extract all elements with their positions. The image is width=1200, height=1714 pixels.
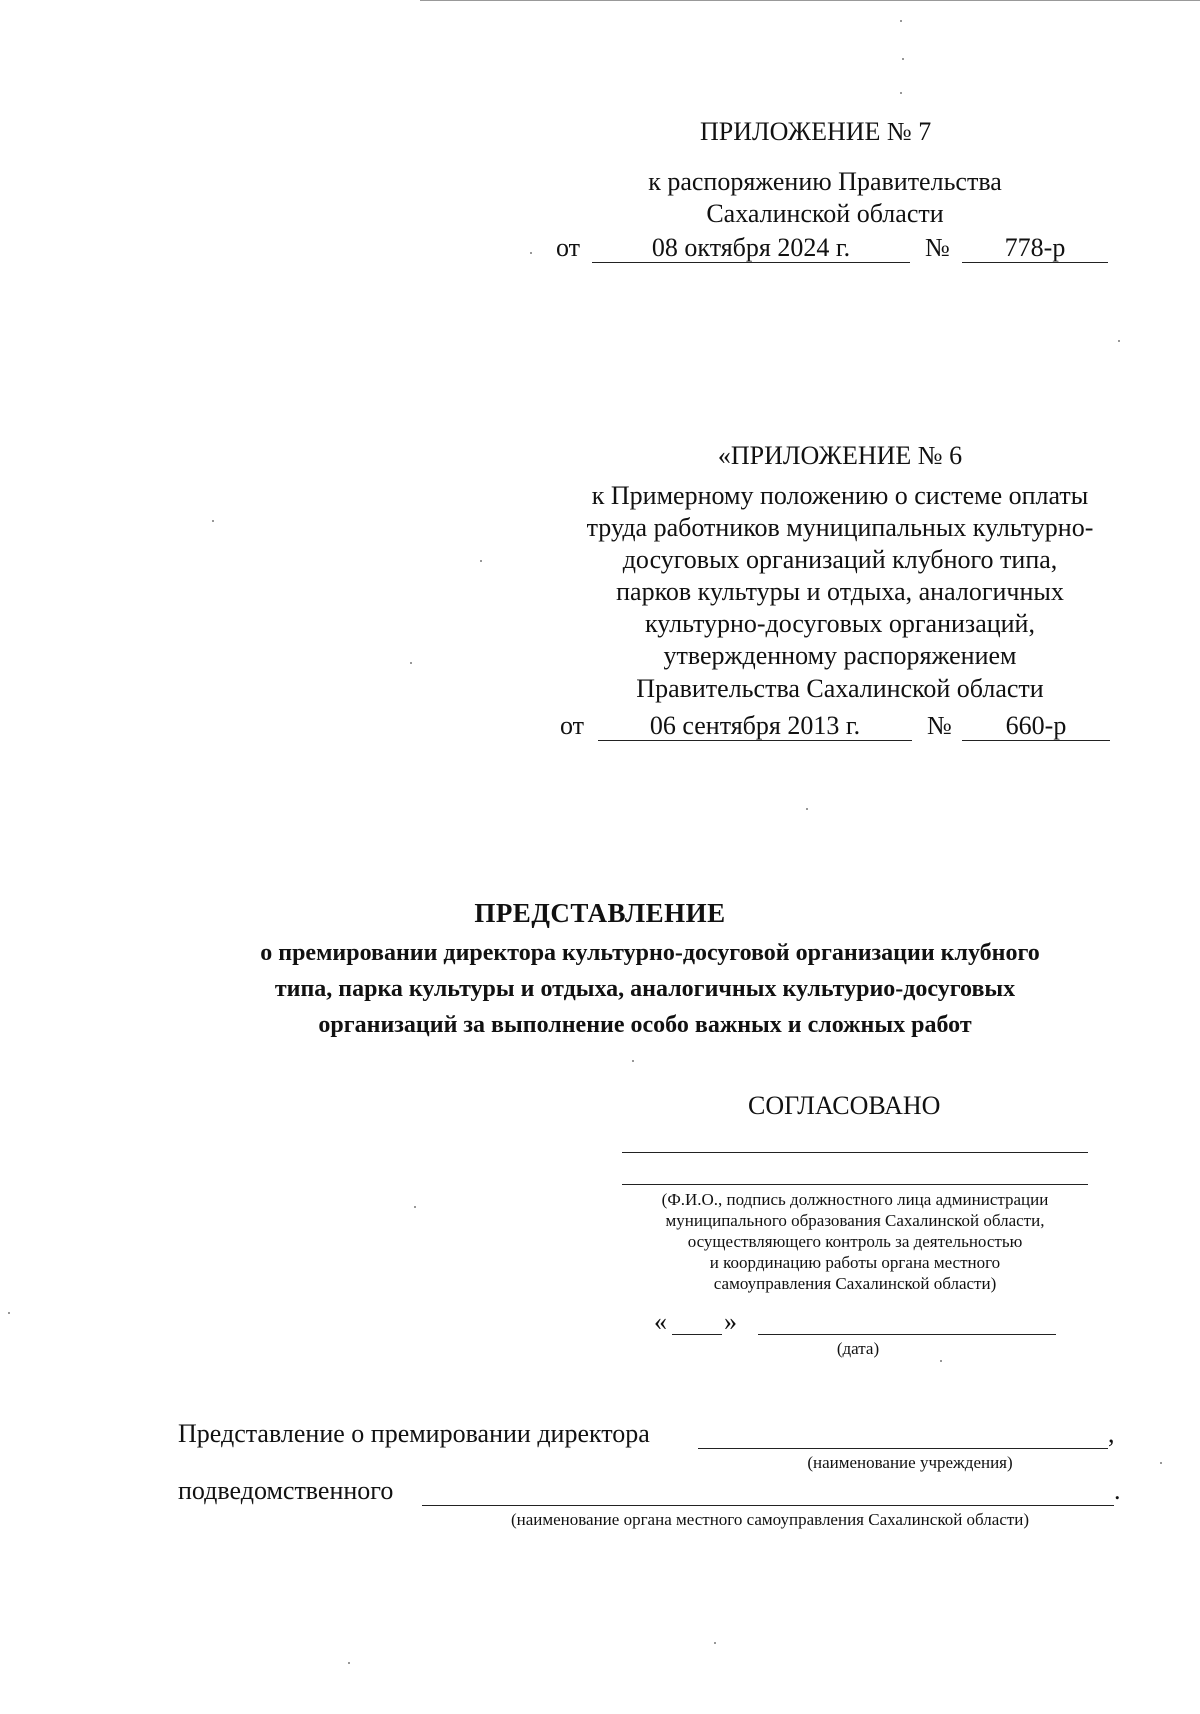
approval-date-caption: (дата)	[836, 1339, 880, 1358]
approval-caption-2: осуществляющего контроль за деятельностью	[687, 1232, 1023, 1251]
appendix7-number: 778-р	[962, 232, 1108, 263]
approval-caption-1: муниципального образования Сахалинской области,	[665, 1211, 1045, 1230]
document-subtitle-0: о премировании директора культурно-досуговой организации клубного	[260, 940, 1040, 966]
form-authority-field[interactable]	[422, 1505, 1114, 1506]
approval-heading: СОГЛАСОВАНО	[748, 1091, 941, 1120]
appendix6-number: 660-р	[962, 710, 1110, 741]
appendix6-line-5: утвержденному распоряжением	[663, 641, 1017, 670]
form-institution-field[interactable]	[698, 1448, 1108, 1449]
appendix6-number-label: №	[927, 711, 952, 740]
appendix7-date: 08 октября 2024 г.	[592, 232, 910, 263]
appendix6-from-label: от	[560, 711, 585, 740]
appendix6-line-4: культурно-досуговых организаций,	[645, 609, 1035, 638]
form-row2-label: подведомственного	[178, 1476, 394, 1505]
document-title: ПРЕДСТАВЛЕНИЕ	[474, 898, 726, 928]
form-row1-label: Представление о премировании директора	[178, 1419, 650, 1448]
appendix6-title: «ПРИЛОЖЕНИЕ № 6	[717, 441, 963, 470]
approval-caption-4: самоуправления Сахалинской области)	[713, 1274, 997, 1293]
approval-caption-0: (Ф.И.О., подпись должностного лица администрации	[661, 1190, 1049, 1209]
form-row2-caption: (наименование органа местного самоуправления Сахалинской области)	[510, 1510, 1030, 1529]
appendix6-date: 06 сентября 2013 г.	[598, 710, 912, 741]
appendix6-line-0: к Примерному положению о системе оплаты	[591, 481, 1089, 510]
appendix7-title: ПРИЛОЖЕНИЕ № 7	[700, 117, 932, 146]
appendix7-line2: Сахалинской области	[706, 199, 944, 228]
approval-day-field[interactable]	[672, 1334, 722, 1335]
form-row1-caption: (наименование учреждения)	[807, 1453, 1013, 1472]
appendix7-number-label: №	[925, 233, 950, 262]
appendix6-line-2: досуговых организаций клубного типа,	[622, 545, 1058, 574]
document-subtitle-2: организаций за выполнение особо важных и сложных работ	[318, 1012, 972, 1038]
appendix6-line-3: парков культуры и отдыха, аналогичных	[616, 577, 1064, 606]
appendix7-from-label: от	[556, 233, 581, 262]
approval-date-field[interactable]	[758, 1334, 1056, 1335]
approval-signature-line-1[interactable]	[622, 1152, 1088, 1153]
approval-signature-line-2[interactable]	[622, 1184, 1088, 1185]
approval-quote-close: »	[724, 1307, 737, 1336]
document-subtitle-1: типа, парка культуры и отдыха, аналогичных культурио-досуговых	[274, 976, 1016, 1002]
appendix7-line1: к распоряжению Правительства	[648, 167, 1002, 196]
appendix6-line-6: Правительства Сахалинской области	[636, 674, 1044, 703]
appendix6-line-1: труда работников муниципальных культурно-	[586, 513, 1094, 542]
approval-caption-3: и координацию работы органа местного	[709, 1253, 1001, 1272]
approval-quote-open: «	[654, 1307, 667, 1336]
top-scan-edge	[420, 0, 1200, 1]
form-row1-end: ,	[1108, 1419, 1115, 1448]
form-row2-end: .	[1114, 1476, 1121, 1505]
